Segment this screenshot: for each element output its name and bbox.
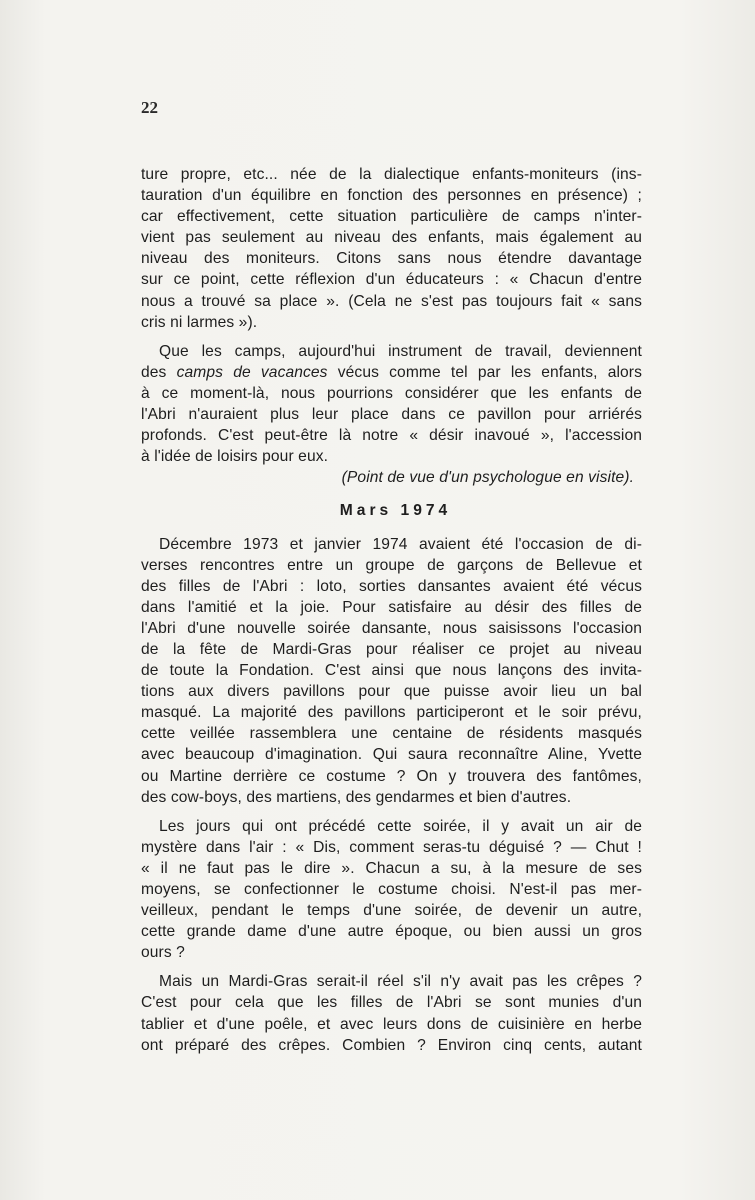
paragraph-3 — [141, 534, 642, 808]
body-text — [141, 164, 642, 1056]
text-line: des cow-boys, des martiens, des gendarmes et bien d'autres. — [141, 788, 572, 806]
text-line: car effectivement, cette situation particulière de camps n'inter- — [141, 208, 642, 226]
text-line: dans l'amitié et la joie. Pour satisfaire au désir des filles de — [141, 598, 642, 616]
paragraph-4 — [141, 816, 642, 964]
attribution — [141, 467, 642, 488]
text-line: nous a trouvé sa place ». (Cela ne s'est pas toujours fait « sans — [141, 292, 642, 310]
text-line: de la fête de Mardi-Gras pour réaliser ce projet au niveau — [141, 640, 642, 658]
text-fragment: des — [141, 363, 177, 381]
text-line: à ce moment-là, nous pourrions considérer que les enfants de — [141, 384, 642, 402]
text-line: moyens, se confectionner le costume choisi. N'est-il pas mer- — [141, 881, 642, 898]
text-line: Décembre 1973 et janvier 1974 avaient été l'occasion de di- — [159, 535, 642, 553]
text-line: de toute la Fondation. C'est ainsi que nous lançons des invita- — [141, 662, 642, 680]
text-line: Que les camps, aujourd'hui instrument de travail, deviennent — [159, 342, 642, 360]
text-line: à l'idée de loisirs pour eux. — [141, 448, 329, 466]
text-line: l'Abri n'auraient plus leur place dans ce pavillon pour arriérés — [141, 406, 642, 424]
text-line: masqué. La majorité des pavillons participeront et le soir prévu, — [141, 704, 642, 722]
text-line: tablier et d'une poêle, et avec leurs dons de cuisinière en herbe — [141, 1015, 642, 1033]
text-line: profonds. C'est peut-être là notre « désir inavoué », l'accession — [141, 427, 642, 445]
attribution-text: (Point de vue d'un psychologue en visite). — [341, 469, 634, 487]
text-line: verses rencontres entre un groupe de garçons de Bellevue et — [141, 556, 642, 574]
text-line: ou Martine derrière ce costume ? On y trouvera des fantômes, — [141, 767, 642, 785]
page-number: 22 — [141, 98, 158, 117]
text-line: vient pas seulement au niveau des enfants, mais également au — [141, 229, 642, 247]
text-line: veilleux, pendant le temps d'une soirée, de devenir un autre, — [141, 902, 642, 920]
text-line: sur ce point, cette réflexion d'un éducateurs : « Chacun d'entre — [141, 271, 642, 289]
paragraph-5 — [141, 971, 642, 1055]
text-line: « il ne faut pas le dire ». Chacun a su, à la mesure de ses — [141, 859, 642, 877]
text-line: cette grande dame d'une autre époque, ou bien aussi un gros — [141, 923, 642, 941]
text-line: Les jours qui ont précédé cette soirée, il y avait un air de — [159, 817, 642, 835]
text-line — [141, 362, 642, 383]
text-fragment: vécus comme tel par les enfants, alors — [327, 363, 642, 381]
text-line: ours ? — [141, 944, 185, 962]
text-line: cette veillée rassemblera une centaine de résidents masqués — [141, 725, 642, 743]
text-line: avec beaucoup d'imagination. Qui saura reconnaître Aline, Yvette — [141, 746, 642, 764]
paragraph-2 — [141, 341, 642, 468]
emphasis-text: camps de vacances — [176, 363, 328, 381]
paragraph-1 — [141, 164, 642, 333]
text-line: tauration d'un équilibre en fonction des personnes en présence) ; — [141, 187, 642, 205]
text-line: l'Abri d'une nouvelle soirée dansante, nous saisissons l'occasion — [141, 619, 642, 637]
text-line: cris ni larmes »). — [141, 313, 258, 331]
text-line: ont préparé des crêpes. Combien ? Environ cinq cents, autant — [141, 1036, 642, 1054]
section-title: Mars 1974 — [339, 502, 452, 520]
text-line: ture propre, etc... née de la dialectique enfants-moniteurs (ins- — [141, 166, 642, 183]
text-line: niveau des moniteurs. Citons sans nous étendre davantage — [141, 250, 642, 268]
text-line: tions aux divers pavillons pour que puisse avoir lieu un bal — [141, 683, 642, 701]
text-line: mystère dans l'air : « Dis, comment seras-tu déguisé ? — Chut ! — [141, 838, 642, 856]
text-line: C'est pour cela que les filles de l'Abri se sont munies d'un — [141, 994, 642, 1012]
text-line: des filles de l'Abri : loto, sorties dansantes avaient été vécus — [141, 577, 642, 595]
text-line: Mais un Mardi-Gras serait-il réel s'il n'y avait pas les crêpes ? — [159, 973, 642, 991]
